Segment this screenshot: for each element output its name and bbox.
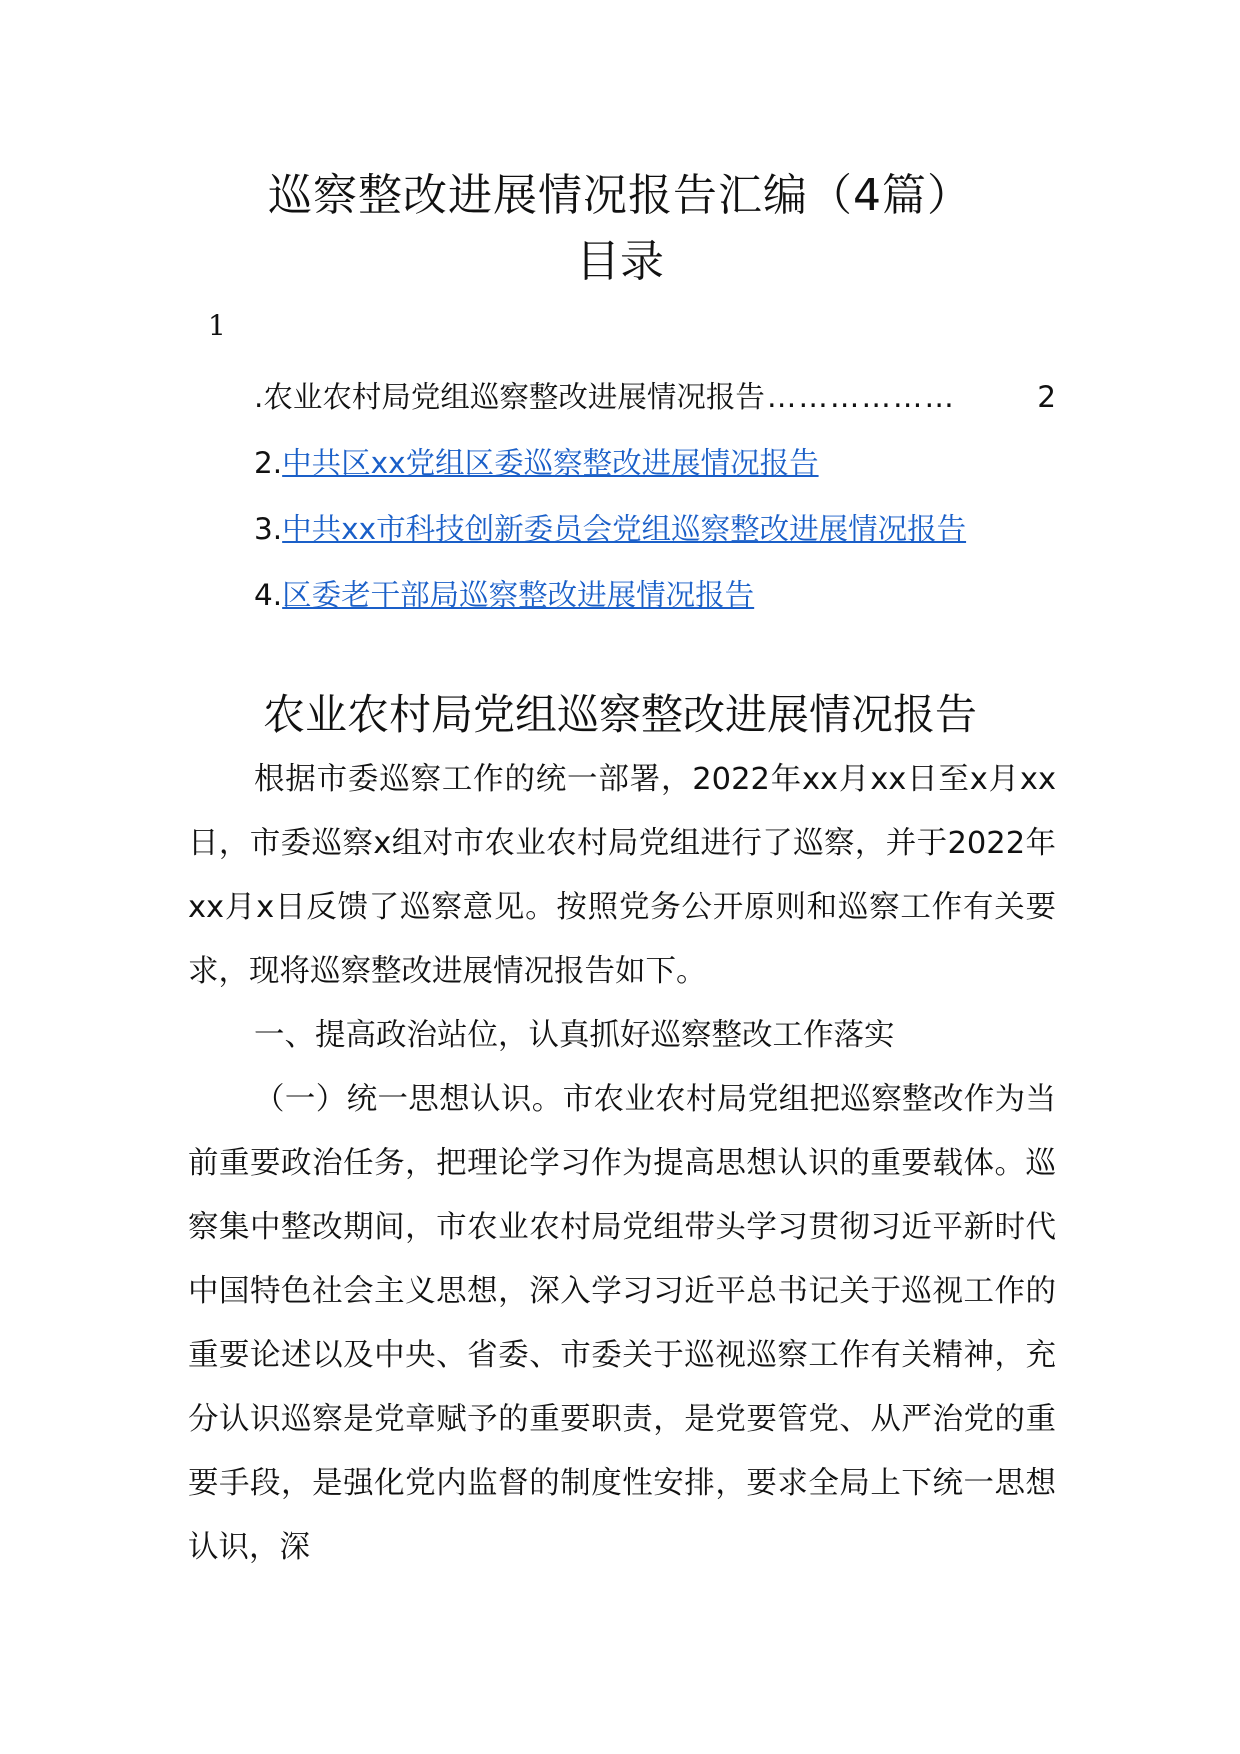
toc-item-1[interactable] [188,364,1056,430]
toc-item-2-link[interactable]: 中共区xx党组区委巡察整改进展情况报告 [282,446,819,480]
toc-item-4-prefix: 4. [254,578,283,612]
toc-item-4-link[interactable]: 区委老干部局巡察整改进展情况报告 [282,578,755,612]
paragraph-intro: 根据市委巡察工作的统一部署，2022年xx月xx日至x月xx日，市委巡察x组对市农业农村局党组进行了巡察，并于2022年xx月x日反馈了巡察意见。按照党务公开原则和巡察工作有关要求，现将巡察整改进展情况报告如下。 [188,762,1056,989]
toc-item-1-text: .农业农村局党组巡察整改进展情况报告 [254,380,765,414]
toc-heading: 目录 [576,236,664,287]
toc-item-3-prefix: 3. [254,512,283,546]
toc-item-3 [188,496,1056,562]
toc-page-number: 1 [208,309,226,342]
toc-item-3-link[interactable]: 中共xx市科技创新委员会党组巡察整改进展情况报告 [282,512,967,546]
toc-item-1-page: 2 [1037,380,1056,414]
toc-item-4 [188,562,1056,628]
document-body [188,748,1056,1580]
table-of-contents [188,364,1056,628]
paragraph-1: （一）统一思想认识。市农业农村局党组把巡察整改作为当前重要政治任务，把理论学习作为提高思想认识的重要载体。巡察集中整改期间，市农业农村局党组带头学习贯彻习近平新时代中国特色社会主义思想，深入学习习近平总书记关于巡视工作的重要论述以及中央、省委、市委关于巡视巡察工作有关精神，充分认识巡察是党章赋予的重要职责，是党要管党、从严治党的重要手段，是强化党内监督的制度性安排，要求全局上下统一思想认识，深 [188,1082,1056,1565]
section-title: 农业农村局党组巡察整改进展情况报告 [262,690,977,739]
section-heading-1: 一、提高政治站位，认真抓好巡察整改工作落实 [254,1018,895,1053]
document-title: 巡察整改进展情况报告汇编（4篇） [268,170,972,221]
toc-item-2 [188,430,1056,496]
toc-leader-dots: ……………… [766,380,956,414]
toc-item-2-prefix: 2. [254,446,283,480]
